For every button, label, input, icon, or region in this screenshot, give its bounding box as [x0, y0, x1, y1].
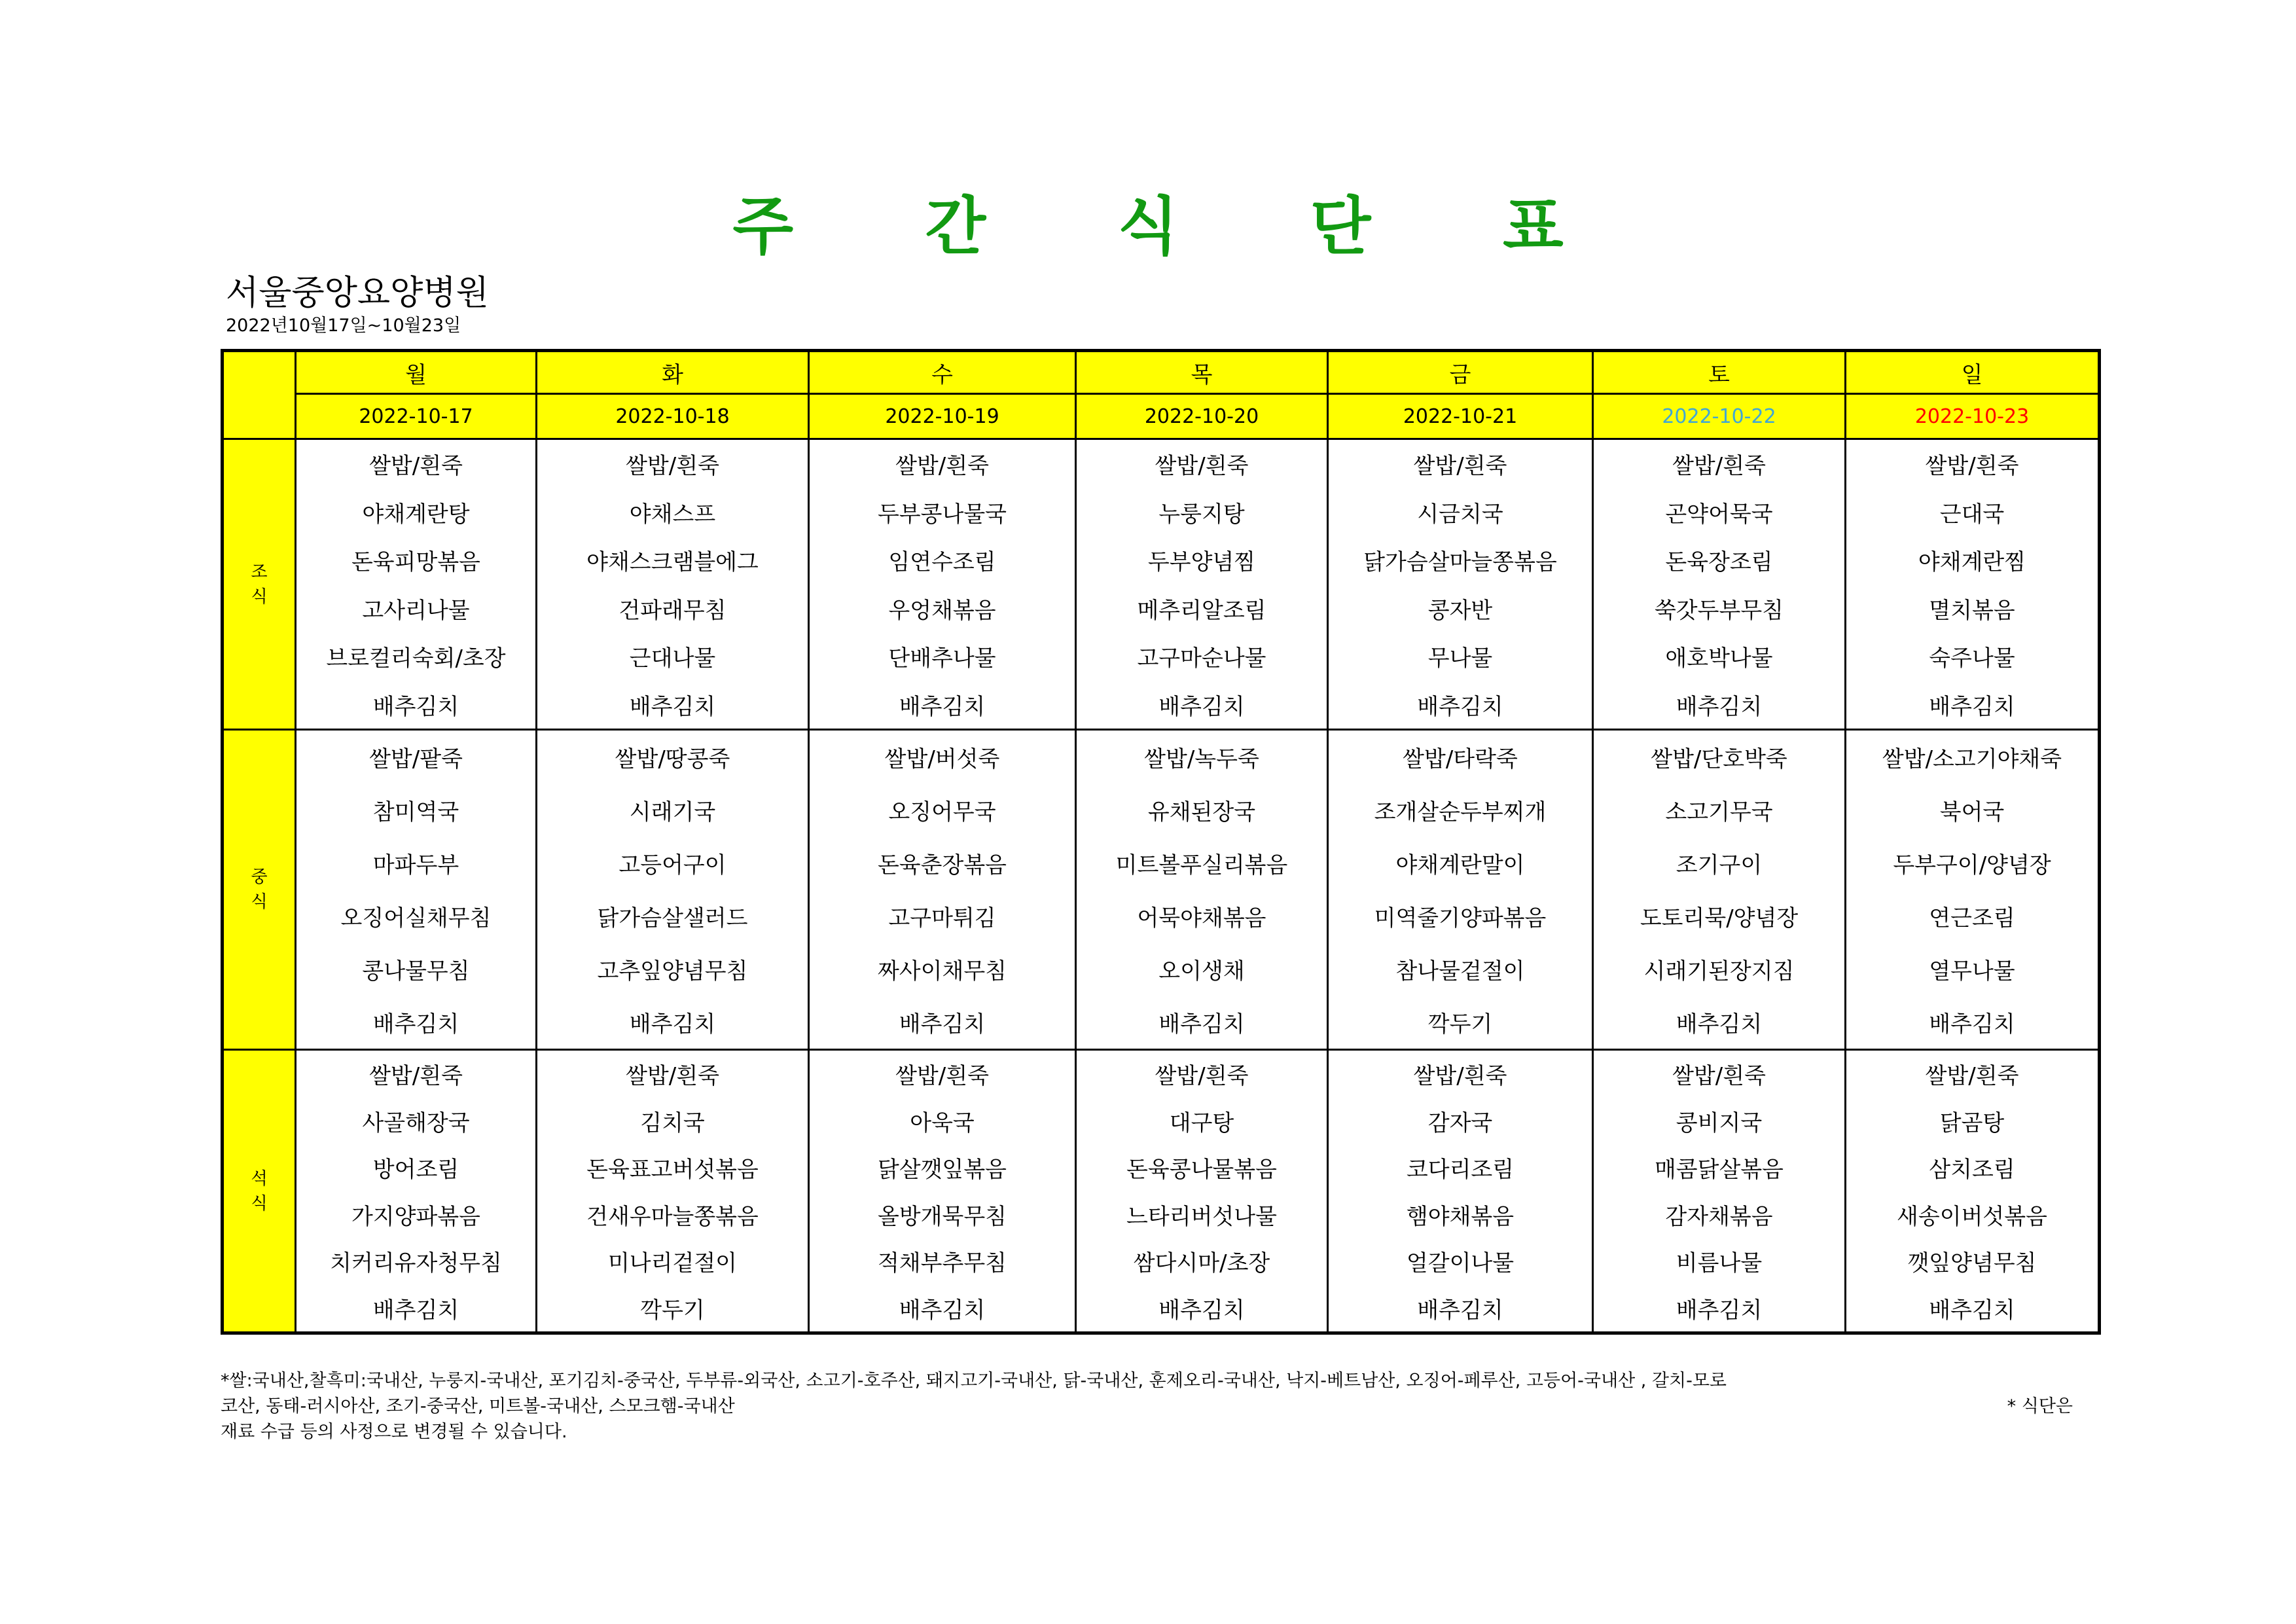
menu-item: 쌀밥/흰죽 — [1925, 1063, 2019, 1090]
menu-change-note: 재료 수급 등의 사정으로 변경될 수 있습니다. — [221, 1422, 567, 1442]
menu-item: 배추김치 — [899, 693, 986, 720]
menu-item: 콩나물무침 — [362, 958, 470, 984]
menu-item: 배추김치 — [1158, 1011, 1245, 1038]
menu-cell — [1846, 1050, 2100, 1333]
origin-note-line-1: *쌀:국내산,찰흑미:국내산, 누룽지-국내산, 포기김치-중국산, 두부류-외국산, 소고기-호주산, 돼지고기-국내산, 닭-국내산, 훈제오리-국내산, 낙지-베트남산, 오징어-페루산, 고등어-국내산 , 갈치-모로 — [221, 1371, 1727, 1391]
table-corner — [223, 351, 296, 439]
menu-item: 얼갈이나물 — [1406, 1250, 1515, 1277]
menu-item: 두부콩나물국 — [877, 501, 1007, 528]
menu-item: 미트볼푸실리볶음 — [1115, 852, 1288, 878]
menu-item: 야채계란찜 — [1918, 549, 2026, 576]
menu-item: 돈육피망볶음 — [351, 549, 481, 576]
menu-item: 시금치국 — [1417, 501, 1503, 528]
day-header: 화 — [537, 351, 809, 394]
menu-item: 배추김치 — [629, 1011, 716, 1038]
menu-cell — [1593, 1050, 1846, 1333]
menu-item: 배추김치 — [1929, 1297, 2015, 1324]
menu-item: 쌀밥/흰죽 — [626, 453, 719, 480]
menu-item: 햄야채볶음 — [1406, 1203, 1515, 1230]
menu-cell — [1593, 730, 1846, 1050]
menu-item: 오징어무국 — [888, 799, 996, 825]
page-title: 주 간 식 단 표 — [732, 190, 1619, 263]
menu-item: 쌀밥/흰죽 — [369, 453, 463, 480]
hospital-name: 서울중앙요양병원 — [226, 274, 489, 313]
menu-item: 쑥갓두부무침 — [1654, 597, 1784, 624]
day-header: 수 — [809, 351, 1076, 394]
day-header: 일 — [1846, 351, 2100, 394]
menu-item: 연근조림 — [1929, 905, 2015, 931]
menu-item: 조개살순두부찌개 — [1374, 799, 1547, 825]
menu-item: 건파래무침 — [619, 597, 726, 624]
menu-cell — [1846, 730, 2100, 1050]
menu-item: 쌀밥/흰죽 — [1672, 1063, 1766, 1090]
date-header: 2022-10-23 — [1846, 394, 2100, 439]
menu-cell — [296, 730, 537, 1050]
menu-item: 쌀밥/버섯죽 — [884, 746, 1000, 772]
menu-item: 대구탕 — [1169, 1110, 1234, 1136]
menu-item: 쌀밥/녹두죽 — [1144, 746, 1259, 772]
menu-item: 열무나물 — [1929, 958, 2015, 984]
menu-item: 쌀밥/팥죽 — [369, 746, 463, 772]
day-header: 월 — [296, 351, 537, 394]
menu-item: 쌀밥/흰죽 — [1925, 453, 2019, 480]
menu-item: 고구마순나물 — [1137, 645, 1266, 672]
menu-item: 돈육장조림 — [1665, 549, 1773, 576]
menu-item: 깻잎양념무침 — [1907, 1250, 2037, 1277]
day-header: 금 — [1328, 351, 1593, 394]
menu-item: 시래기된장지짐 — [1643, 958, 1795, 984]
menu-cell — [809, 730, 1076, 1050]
menu-item: 애호박나물 — [1665, 645, 1773, 672]
menu-item: 닭가슴살샐러드 — [597, 905, 748, 931]
menu-item: 깍두기 — [1427, 1011, 1493, 1038]
meal-label: 조 식 — [223, 439, 296, 730]
menu-item: 근대나물 — [629, 645, 716, 672]
menu-item: 두부양념찜 — [1147, 549, 1256, 576]
menu-item: 도토리묵/양념장 — [1640, 905, 1799, 931]
menu-item: 배추김치 — [899, 1011, 986, 1038]
origin-note-line-2-row — [221, 1394, 2073, 1419]
menu-item: 마파두부 — [372, 852, 459, 878]
day-header: 목 — [1076, 351, 1328, 394]
menu-item: 치커리유자청무침 — [330, 1250, 502, 1277]
menu-item: 고구마튀김 — [888, 905, 996, 931]
menu-cell — [1846, 439, 2100, 730]
menu-item: 매콤닭살볶음 — [1654, 1157, 1784, 1183]
menu-item: 콩자반 — [1427, 597, 1493, 624]
day-header: 토 — [1593, 351, 1846, 394]
meal-label: 석 식 — [223, 1050, 296, 1333]
weekly-menu-table — [221, 349, 2101, 1335]
menu-item: 김치국 — [640, 1110, 705, 1136]
menu-item: 느타리버섯나물 — [1126, 1203, 1277, 1230]
menu-cell — [1593, 439, 1846, 730]
menu-item: 배추김치 — [1417, 693, 1503, 720]
menu-change-note-start: * 식단은 — [2007, 1396, 2073, 1416]
menu-item: 배추김치 — [372, 1011, 459, 1038]
date-header: 2022-10-22 — [1593, 394, 1846, 439]
menu-item: 메추리알조림 — [1137, 597, 1266, 624]
menu-item: 고추잎양념무침 — [597, 958, 748, 984]
menu-item: 쌀밥/타락죽 — [1403, 746, 1518, 772]
menu-item: 올방개묵무침 — [877, 1203, 1007, 1230]
menu-item: 닭곰탕 — [1939, 1110, 2005, 1136]
menu-item: 배추김치 — [1676, 693, 1763, 720]
menu-cell — [537, 1050, 809, 1333]
menu-item: 야채스크램블에그 — [586, 549, 759, 576]
menu-item: 가지양파볶음 — [351, 1203, 481, 1230]
menu-item: 쌀밥/흰죽 — [1672, 453, 1766, 480]
menu-item: 배추김치 — [1417, 1297, 1503, 1324]
menu-item: 고사리나물 — [362, 597, 470, 624]
notes — [221, 1368, 2073, 1445]
menu-item: 근대국 — [1939, 501, 2005, 528]
menu-item: 쌀밥/흰죽 — [1413, 453, 1507, 480]
menu-cell — [809, 1050, 1076, 1333]
menu-item: 감자채볶음 — [1665, 1203, 1773, 1230]
menu-item: 멸치볶음 — [1929, 597, 2015, 624]
menu-item: 돈육춘장볶음 — [877, 852, 1007, 878]
menu-item: 쌀밥/단호박죽 — [1651, 746, 1787, 772]
menu-item: 단배추나물 — [888, 645, 996, 672]
menu-item: 배추김치 — [629, 693, 716, 720]
menu-item: 참미역국 — [372, 799, 459, 825]
menu-item: 야채스프 — [629, 501, 716, 528]
origin-note-line-2: 코산, 동태-러시아산, 조기-중국산, 미트볼-국내산, 스모크햄-국내산 — [221, 1396, 735, 1416]
menu-item: 쌀밥/소고기야채죽 — [1882, 746, 2062, 772]
menu-item: 두부구이/양념장 — [1893, 852, 2051, 878]
menu-item: 쌀밥/흰죽 — [895, 453, 989, 480]
menu-item: 북어국 — [1939, 799, 2005, 825]
menu-item: 야채계란탕 — [362, 501, 470, 528]
menu-item: 배추김치 — [1929, 1011, 2015, 1038]
menu-item: 돈육표고버섯볶음 — [586, 1157, 759, 1183]
date-header: 2022-10-17 — [296, 394, 537, 439]
menu-item: 고등어구이 — [619, 852, 726, 878]
menu-item: 적채부추무침 — [877, 1250, 1007, 1277]
menu-cell — [1076, 730, 1328, 1050]
menu-item: 쌀밥/흰죽 — [626, 1063, 719, 1090]
menu-cell — [1328, 730, 1593, 1050]
menu-item: 쌀밥/땅콩죽 — [615, 746, 730, 772]
menu-item: 배추김치 — [899, 1297, 986, 1324]
menu-item: 쌀밥/흰죽 — [1155, 453, 1249, 480]
menu-cell — [296, 1050, 537, 1333]
menu-item: 배추김치 — [1158, 1297, 1245, 1324]
menu-item: 쌀밥/흰죽 — [1155, 1063, 1249, 1090]
date-header: 2022-10-18 — [537, 394, 809, 439]
menu-item: 감자국 — [1427, 1110, 1493, 1136]
date-header: 2022-10-20 — [1076, 394, 1328, 439]
menu-item: 사골해장국 — [362, 1110, 470, 1136]
menu-item: 어묵야채볶음 — [1137, 905, 1266, 931]
menu-item: 삼치조림 — [1929, 1157, 2015, 1183]
menu-item: 새송이버섯볶음 — [1897, 1203, 2047, 1230]
menu-item: 우엉채볶음 — [888, 597, 996, 624]
menu-item: 숙주나물 — [1929, 645, 2015, 672]
menu-item: 건새우마늘쫑볶음 — [586, 1203, 759, 1230]
menu-item: 깍두기 — [640, 1297, 705, 1324]
meal-label: 중 식 — [223, 730, 296, 1050]
menu-item: 미나리겉절이 — [607, 1250, 738, 1277]
menu-item: 닭가슴살마늘쫑볶음 — [1363, 549, 1557, 576]
menu-cell — [1328, 439, 1593, 730]
menu-item: 오이생채 — [1158, 958, 1245, 984]
menu-item: 유채된장국 — [1147, 799, 1256, 825]
menu-item: 무나물 — [1427, 645, 1493, 672]
menu-item: 돈육콩나물볶음 — [1126, 1157, 1277, 1183]
menu-cell — [1076, 1050, 1328, 1333]
menu-item: 배추김치 — [1676, 1011, 1763, 1038]
menu-cell — [1328, 1050, 1593, 1333]
menu-item: 비름나물 — [1676, 1250, 1763, 1277]
menu-cell — [537, 439, 809, 730]
menu-item: 브로컬리숙회/초장 — [326, 645, 506, 672]
menu-item: 닭살깻잎볶음 — [877, 1157, 1007, 1183]
menu-item: 배추김치 — [372, 693, 459, 720]
menu-item: 쌈다시마/초장 — [1133, 1250, 1270, 1277]
menu-item: 오징어실채무침 — [340, 905, 492, 931]
menu-item: 누룽지탕 — [1158, 501, 1245, 528]
menu-item: 배추김치 — [372, 1297, 459, 1324]
menu-item: 소고기무국 — [1665, 799, 1773, 825]
menu-period: 2022년10월17일~10월23일 — [226, 316, 461, 336]
menu-item: 조기구이 — [1676, 852, 1763, 878]
menu-item: 쌀밥/흰죽 — [1413, 1063, 1507, 1090]
menu-item: 쌀밥/흰죽 — [895, 1063, 989, 1090]
menu-item: 야채계란말이 — [1395, 852, 1525, 878]
date-header: 2022-10-21 — [1328, 394, 1593, 439]
menu-item: 배추김치 — [1676, 1297, 1763, 1324]
menu-cell — [296, 439, 537, 730]
menu-cell — [809, 439, 1076, 730]
menu-item: 쌀밥/흰죽 — [369, 1063, 463, 1090]
menu-item: 임연수조림 — [888, 549, 996, 576]
menu-item: 곤약어묵국 — [1665, 501, 1773, 528]
date-header: 2022-10-19 — [809, 394, 1076, 439]
menu-item: 시래기국 — [629, 799, 716, 825]
menu-item: 콩비지국 — [1676, 1110, 1763, 1136]
menu-item: 코다리조림 — [1406, 1157, 1515, 1183]
menu-item: 아욱국 — [910, 1110, 975, 1136]
menu-item: 미역줄기양파볶음 — [1374, 905, 1547, 931]
menu-item: 방어조림 — [372, 1157, 459, 1183]
menu-cell — [1076, 439, 1328, 730]
menu-item: 배추김치 — [1158, 693, 1245, 720]
menu-item: 참나물겉절이 — [1395, 958, 1525, 984]
menu-cell — [537, 730, 809, 1050]
menu-item: 배추김치 — [1929, 693, 2015, 720]
menu-item: 짜사이채무침 — [877, 958, 1007, 984]
